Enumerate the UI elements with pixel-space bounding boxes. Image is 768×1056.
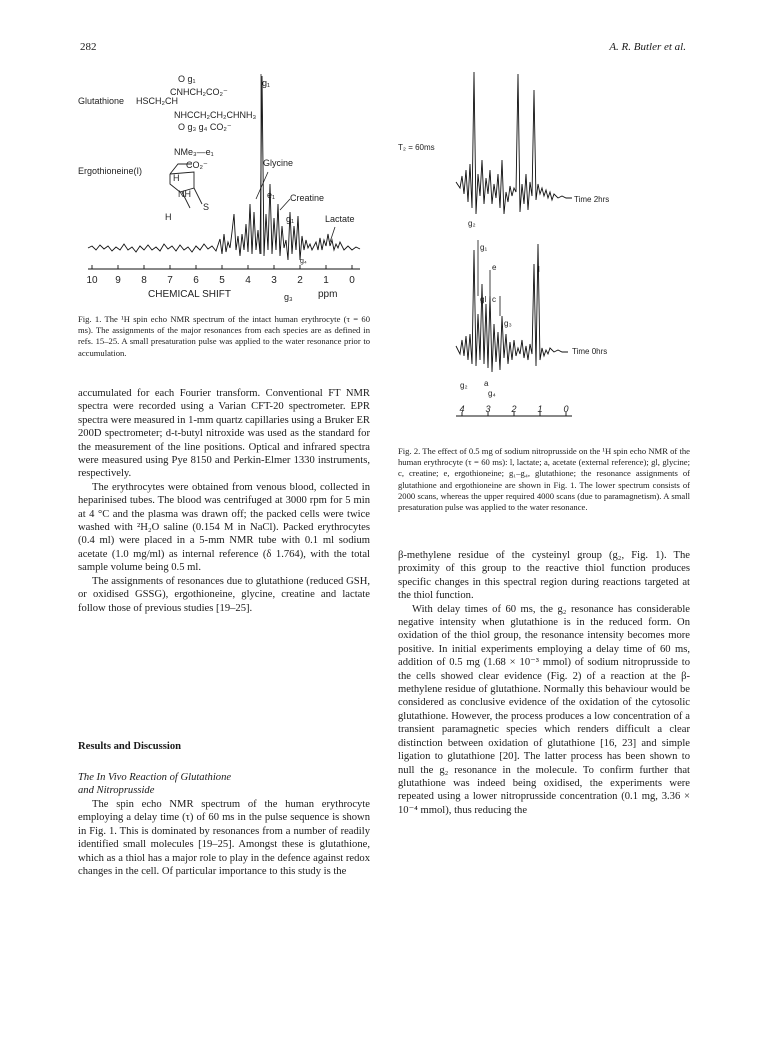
fig1-peak-g1-top: g₁ — [262, 78, 271, 88]
fig1-axis-unit: ppm — [318, 289, 338, 300]
subheading-line-2: and Nitroprusside — [78, 785, 155, 797]
fig1-peak-e1: e₁ — [267, 190, 276, 200]
fig1-tick-label: 4 — [245, 275, 251, 286]
fig2-tick-label: 1 — [537, 404, 543, 414]
fig1-ergo-h: H — [173, 173, 180, 183]
fig1-tick-label: 9 — [115, 275, 121, 286]
left-paragraph-3: The assignments of resonances due to glutathione (reduced GSH, or oxidised GSSG), ergothioneine, glycine, creatine and lactate follow those of previous studies [19–25]. — [78, 575, 370, 614]
fig2-lower-g4: g₄ — [488, 389, 496, 398]
fig2-tick-label: 4 — [459, 404, 465, 414]
fig1-axis-label: CHEMICAL SHIFT — [148, 289, 231, 300]
figure-2-spectra — [396, 64, 692, 436]
fig1-gsh-formula-2: HSCH₂CH — [136, 96, 178, 106]
left-paragraph-2: The erythrocytes were obtained from venous blood, collected in heparinised tubes. The blood was centrifuged at 3000 rpm for 5 min at 4 °C and the plasma was drawn off; the packed cells were twice washed with ²H₂O saline (0.154 M in NaCl). Packed erythrocytes (0.4 ml) were placed in a 5-mm NMR tube with 0.1 ml sodium acetate (1.0 mg/ml) as internal reference (δ 1.764), with the total sample volume being 0.5 ml. — [78, 481, 370, 574]
fig1-gsh-formula-3: NHCCH₂CH₂CHNH₃ — [174, 110, 257, 120]
fig1-ergo-h2: H — [165, 212, 172, 222]
left-paragraph-4: The spin echo NMR spectrum of the human erythrocyte employing a delay time (τ) of 60 ms in the pulse sequence is shown in Fig. 1. This is dominated by resonances from a number of readily identified small molecules [19–25]. Amongst these is glutathione, which as a thiol has a major role to play in the defence against redox changes in the cell. Of particular importance to this study is the — [78, 799, 370, 878]
fig2-tick-label: 3 — [485, 404, 491, 414]
section-heading: Results and Discussion — [78, 741, 182, 752]
fig2-tau-label: T₂ = 60ms — [398, 143, 435, 152]
right-column — [398, 549, 690, 817]
fig1-tick-label: 3 — [271, 275, 277, 286]
fig1-peak-creatine: Creatine — [290, 193, 325, 203]
fig1-gsh-formula-4: O g₃ g₄ CO₂⁻ — [178, 122, 232, 132]
fig2-tick-label: 2 — [511, 404, 517, 414]
fig1-peak-g4: g₄ — [300, 258, 307, 265]
fig2-upper-g2: g₂ — [468, 219, 476, 228]
fig1-tick-label: 2 — [297, 275, 303, 286]
fig1-tick-label: 6 — [193, 275, 199, 286]
figure-1-caption: Fig. 1. The ¹H spin echo NMR spectrum of the intact human erythrocyte (τ = 60 ms). The assignments of the major resonances from each species are as defined in refs. 15–25. A small presaturation pulse was applied to the water resonance prior to accumulation. — [78, 314, 370, 358]
fig2-lower-c: c — [492, 295, 496, 304]
fig2-lower-e: e — [492, 263, 497, 272]
fig1-tick-label: 8 — [141, 275, 147, 286]
figure-1 — [78, 64, 368, 310]
fig1-peak-g1: g₁ — [286, 214, 295, 224]
fig2-lower-gl: gl — [480, 295, 487, 304]
right-paragraph-2: With delay times of 60 ms, the g₂ resonance has considerable negative intensity when glutathione is in the reduced form. On oxidation of the thiol group, the resonance intensity becomes more positive. In initial experiments employing a delay time of 60 ms, addition of 0.5 mg (1.68 × 10⁻³ mmol) of sodium nitroprusside to the cells showed clear evidence (Fig. 2) of a reaction at the β-methylene residue of glutathione. Normally this behaviour would be considered as conclusive evidence of the oxidation of the cytosolic glutathione. However, the process produces a low concentration of a transient paramagnetic species which renders difficult a clear distinction between oxidation of glutathione [16, 23] and simple ligation to glutathione [20]. The latter process has been shown to null the g₂ resonance in the molecule. To confirm further that glutathione was indeed being oxidised, the experiments were repeated using a lower nitroprusside concentration (0.1 mg, 3.36 × 10⁻⁴ mmol), thus reducing the — [398, 603, 690, 816]
subsection-heading — [78, 771, 370, 798]
fig1-gsh-formula-top: O g₁ — [178, 74, 196, 84]
figure-2-caption: Fig. 2. The effect of 0.5 mg of sodium nitroprusside on the ¹H spin echo NMR of the human erythrocyte (τ = 60 ms): l, lactate; a, acetate (external reference); gl, glycine; c, creatine; e, ergothioneine; g₁–g₄, glutathione; the resonance assignments of glutathione and ergothioneine are shown in Fig. 1. The lower spectrum consists of 2000 scans, whereas the upper required 4000 scans (due to paramagnetism). A small presaturation pulse was applied to the water resonance. — [398, 446, 690, 513]
fig2-lower-g2: g₂ — [460, 381, 468, 390]
right-paragraph-1: β-methylene residue of the cysteinyl group (g₂, Fig. 1). The proximity of this group to the reactive thiol function produces specific changes in this spectral region during reactions targeted at the thiol function. — [398, 550, 690, 602]
fig2-lower-g3: g₃ — [504, 319, 512, 328]
fig1-tick-label: 5 — [219, 275, 225, 286]
fig2-upper-time: Time 2hrs — [574, 195, 610, 204]
fig1-peak-glycine: Glycine — [263, 158, 294, 168]
fig2-tick-label: 0 — [563, 404, 569, 414]
fig1-peak-lactate: Lactate — [325, 214, 355, 224]
fig2-lower-time: Time 0hrs — [572, 347, 608, 356]
subheading-line-1: The In Vivo Reaction of Glutathione — [78, 772, 232, 783]
fig1-ergo-co2: CO₂⁻ — [186, 160, 208, 170]
fig1-ergo-nme3: NMe₃—e₁ — [174, 147, 214, 157]
fig1-tick-label: 0 — [349, 275, 355, 286]
left-paragraph-1: accumulated for each Fourier transform. Conventional FT NMR spectra were recorded using a Varian CFT-20 spectrometer. EPR spectra were measured in 1-mm quartz capillaries using a Bruker ER 200D spectrometer; d-t-butyl nitroxide was used as the standard for the measurement of the line positions. Optical and infrared spectra were measured using Pye 8150 and Perkin-Elmer 1330 instruments, respectively. — [78, 388, 370, 480]
left-column — [78, 387, 370, 615]
fig2-lower-a: a — [484, 379, 489, 388]
fig1-ergo-nh: NH — [178, 189, 191, 199]
left-column-results — [78, 798, 370, 878]
fig1-ergothioneine-label: Ergothioneine(I) — [78, 166, 143, 176]
fig1-tick-label: 7 — [167, 275, 173, 286]
page-number: 282 — [80, 41, 97, 53]
fig2-lower-g1: g₁ — [480, 243, 488, 252]
figure-1-spectrum — [78, 64, 368, 310]
fig1-tick-label: 1 — [323, 275, 329, 286]
fig1-tick-label: 10 — [86, 275, 98, 286]
fig1-peak-g3: g₃ — [284, 292, 293, 302]
fig1-glutathione-label: Glutathione — [78, 96, 125, 106]
fig1-ergo-s: S — [203, 202, 210, 212]
fig1-gsh-formula-1: CNHCH₂CO₂⁻ — [170, 87, 228, 97]
figure-2 — [396, 64, 692, 436]
fig2-lower-l: l — [538, 265, 540, 274]
running-head: A. R. Butler et al. — [609, 41, 686, 53]
